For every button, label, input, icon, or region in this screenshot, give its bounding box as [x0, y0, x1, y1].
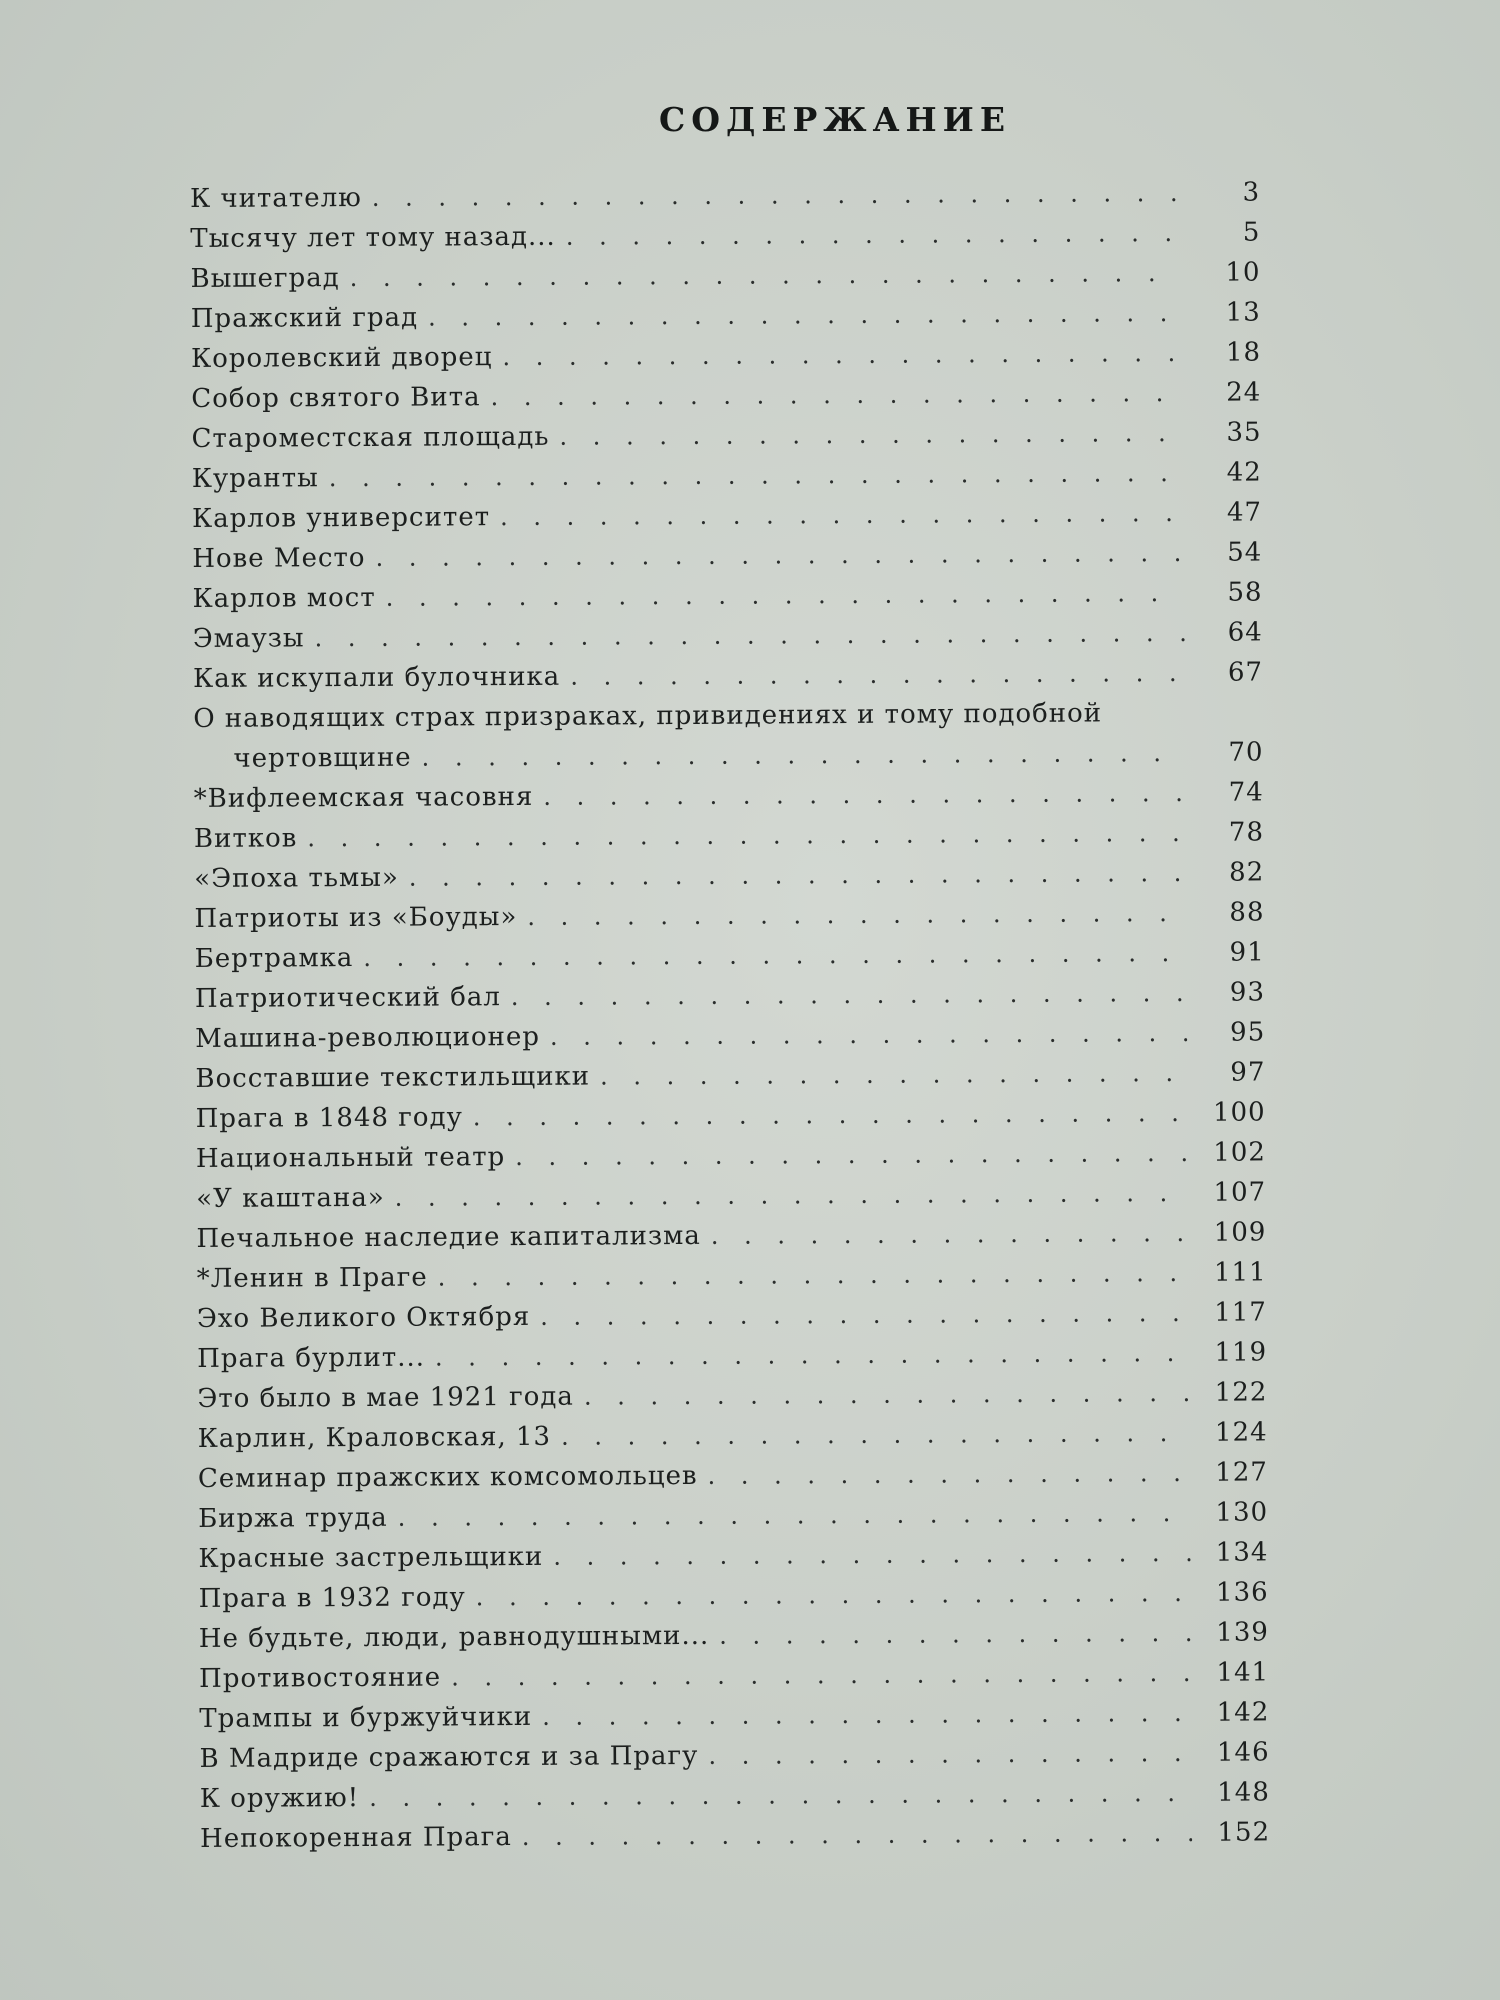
toc-leader-dots	[422, 739, 1186, 772]
toc-entry	[198, 1457, 1268, 1504]
toc-entry	[198, 1497, 1268, 1544]
toc-entry-title: Прага бурлит...	[197, 1342, 426, 1374]
toc-leader-dots	[584, 1379, 1190, 1411]
toc-page-number: 70	[1228, 737, 1264, 768]
toc-entry-title: Печальное наследие капитализма	[196, 1220, 701, 1254]
toc-leader-dots	[543, 779, 1186, 811]
toc-entry	[196, 1177, 1266, 1224]
toc-leader-dots	[473, 1099, 1188, 1131]
toc-leader-dots	[438, 1259, 1189, 1292]
toc-entry-title: Собор святого Вита	[191, 382, 481, 414]
toc-entry	[190, 257, 1260, 304]
toc-entry-title: Прага в 1848 году	[195, 1102, 463, 1134]
toc-leader-dots	[550, 1019, 1187, 1051]
toc-entry-title: Прага в 1932 году	[198, 1582, 466, 1614]
toc-entry-title: *Ленин в Праге	[196, 1262, 428, 1294]
toc-leader-dots	[527, 899, 1186, 931]
toc-entry	[196, 1097, 1266, 1144]
toc-leader-dots	[375, 539, 1184, 572]
toc-page-number: 136	[1215, 1577, 1269, 1608]
toc-entry-title: Трампы и буржуйчики	[199, 1701, 533, 1734]
toc-entry	[198, 1417, 1268, 1464]
toc-page-number: 100	[1212, 1097, 1266, 1128]
toc-page-number: 134	[1215, 1537, 1269, 1568]
toc-leader-dots	[435, 1339, 1189, 1372]
toc-page-number: 142	[1216, 1697, 1270, 1728]
toc-entry	[190, 217, 1260, 264]
toc-entry-title: «Эпоха тьмы»	[194, 862, 399, 894]
toc-leader-dots	[369, 1779, 1192, 1812]
toc-page-number: 124	[1214, 1417, 1268, 1448]
toc-page-number: 146	[1216, 1737, 1270, 1768]
toc-page-number: 74	[1228, 777, 1264, 808]
toc-entry-title: Машина-революционер	[195, 1021, 541, 1054]
toc-entry	[199, 1577, 1269, 1624]
toc-entry	[200, 1737, 1270, 1784]
toc-page-number: 117	[1214, 1297, 1268, 1328]
toc-page-number: 102	[1213, 1137, 1267, 1168]
toc-entry	[198, 1537, 1268, 1584]
toc-entry-title: К оружию!	[199, 1782, 360, 1814]
toc-page-number: 139	[1216, 1617, 1269, 1648]
toc-entry	[195, 1017, 1265, 1064]
toc-leader-dots	[719, 1619, 1191, 1650]
toc-page-number: 109	[1213, 1217, 1267, 1248]
toc-entry	[195, 937, 1265, 984]
toc-entry-title: Эхо Великого Октября	[196, 1301, 531, 1334]
toc-leader-dots	[314, 619, 1184, 652]
toc-leader-dots	[490, 379, 1183, 411]
toc-page-number: 67	[1227, 657, 1264, 688]
toc-leader-dots	[600, 1059, 1188, 1091]
toc-entry-title: Это было в мае 1921 года	[197, 1381, 574, 1414]
toc-entry	[191, 417, 1261, 464]
toc-leader-dots	[398, 1499, 1191, 1532]
toc-entry-title: Семинар пражских комсомольцев	[197, 1460, 698, 1494]
toc-entry	[196, 1137, 1266, 1184]
toc-entry	[195, 977, 1265, 1024]
toc-entry	[192, 537, 1262, 584]
toc-leader-dots	[395, 1179, 1189, 1212]
toc-entry-title: Красные застрельщики	[198, 1541, 544, 1574]
toc-entry	[195, 1057, 1265, 1104]
toc-leader-dots	[515, 1139, 1188, 1171]
toc-leader-dots	[522, 1819, 1192, 1851]
toc-leader-dots	[566, 219, 1183, 251]
toc-entry-title: О наводящих страх призраках, привидениях и тому подобной	[193, 698, 1103, 734]
toc-entry-title: Тысячу лет тому назад...	[190, 221, 556, 254]
toc-entry-title: Карлов мост	[192, 582, 376, 614]
toc-entry-title: Бертрамка	[194, 943, 354, 974]
toc-entry	[194, 777, 1264, 824]
toc-page-number: 47	[1226, 497, 1263, 528]
toc-page-number: 91	[1229, 937, 1265, 968]
toc-entry-title: Как искупали булочника	[192, 661, 561, 694]
toc-page-number: 54	[1227, 537, 1263, 568]
toc-page-number: 78	[1228, 817, 1265, 848]
toc-entry	[196, 1217, 1266, 1264]
toc-leader-dots	[502, 339, 1183, 371]
toc-entry-title: Вышеград	[190, 263, 340, 294]
toc-entry	[192, 457, 1262, 504]
toc-entry-title: Патриоты из «Боуды»	[194, 902, 518, 934]
toc-entry-title: *Вифлеемская часовня	[193, 781, 534, 814]
toc-entry-title: «У каштана»	[196, 1182, 385, 1214]
toc-entry-title: Карлин, Краловская, 13	[197, 1421, 552, 1454]
toc-entry-title: Национальный театр	[195, 1142, 506, 1174]
toc-leader-dots	[500, 499, 1184, 531]
toc-entry-title: Эмаузы	[192, 623, 305, 654]
toc-page-number: 88	[1229, 897, 1265, 928]
toc-page-number: 24	[1226, 377, 1262, 408]
toc-leader-dots	[386, 579, 1185, 612]
toc-entry	[194, 897, 1264, 944]
toc-page-number: 152	[1217, 1817, 1271, 1848]
toc-entry-title: Нове Место	[192, 542, 366, 574]
toc-entry	[194, 817, 1264, 864]
toc-page-number: 119	[1214, 1337, 1268, 1368]
toc-entry	[200, 1817, 1270, 1864]
toc-page-number: 148	[1217, 1777, 1270, 1808]
toc-leader-dots	[451, 1659, 1191, 1692]
toc-entry	[190, 177, 1260, 224]
toc-entry	[192, 497, 1262, 544]
toc-entry	[199, 1697, 1269, 1744]
toc-leader-dots	[707, 1459, 1189, 1490]
toc-leader-dots	[511, 979, 1187, 1011]
toc-entry-title: Патриотический бал	[194, 982, 501, 1014]
toc-entry	[191, 377, 1261, 424]
toc-entry	[193, 697, 1263, 744]
toc-page-number: 93	[1229, 977, 1266, 1008]
toc-entry	[191, 337, 1261, 384]
toc-entry-title: Не будьте, люди, равнодушными...	[198, 1620, 710, 1654]
toc-entry-title: Карлов университет	[191, 502, 491, 534]
toc-entry-title-continued: чертовщине	[233, 742, 412, 774]
toc-leader-dots	[540, 1299, 1189, 1331]
toc-page-number: 42	[1226, 457, 1262, 488]
toc-entry-title: Биржа труда	[198, 1502, 388, 1534]
toc-leader-dots	[559, 419, 1183, 451]
toc-leader-dots	[561, 1419, 1190, 1451]
toc-page-number: 35	[1226, 417, 1262, 448]
toc-leader-dots	[570, 659, 1185, 691]
toc-leader-dots	[428, 299, 1183, 332]
toc-entry	[194, 857, 1264, 904]
toc-entry-title: Восставшие текстильщики	[195, 1061, 591, 1094]
toc-page-number: 127	[1215, 1457, 1268, 1488]
toc-entry-title: Староместская площадь	[191, 421, 550, 454]
page-title: СОДЕРЖАНИЕ	[658, 100, 1011, 140]
toc-entry-title: Пражский град	[190, 302, 419, 334]
toc-entry-title: Непокоренная Прага	[200, 1822, 512, 1854]
table-of-contents	[190, 177, 1270, 1864]
toc-page-number: 130	[1215, 1497, 1269, 1528]
toc-entry-title: Витков	[193, 823, 298, 854]
toc-leader-dots	[542, 1699, 1191, 1731]
toc-page-number: 107	[1213, 1177, 1267, 1208]
toc-entry-title: Куранты	[191, 463, 319, 494]
toc-page-number: 58	[1227, 577, 1263, 608]
toc-page-number: 82	[1229, 857, 1265, 888]
toc-entry	[199, 1617, 1269, 1664]
toc-entry-continuation	[193, 737, 1263, 784]
toc-leader-dots	[363, 939, 1187, 972]
toc-entry-title: Королевский дворец	[190, 342, 493, 374]
toc-leader-dots	[711, 1219, 1189, 1250]
toc-leader-dots	[307, 819, 1186, 852]
toc-page-number: 64	[1227, 617, 1263, 648]
toc-page-number: 122	[1214, 1377, 1268, 1408]
toc-entry	[199, 1657, 1269, 1704]
toc-entry	[193, 657, 1263, 704]
toc-leader-dots	[553, 1539, 1190, 1571]
toc-leader-dots	[372, 179, 1182, 212]
toc-entry-title: К читателю	[190, 182, 362, 214]
toc-entry	[192, 577, 1262, 624]
toc-leader-dots	[329, 459, 1184, 492]
toc-entry-title: Противостояние	[199, 1662, 442, 1694]
toc-entry	[197, 1257, 1267, 1304]
toc-leader-dots	[350, 259, 1183, 292]
toc-entry	[191, 297, 1261, 344]
toc-page-number: 111	[1213, 1257, 1267, 1288]
toc-page-number: 95	[1230, 1017, 1266, 1048]
toc-entry	[200, 1777, 1270, 1824]
toc-leader-dots	[708, 1739, 1191, 1770]
toc-entry	[197, 1377, 1267, 1424]
toc-page-number: 141	[1216, 1657, 1270, 1688]
toc-page-number: 3	[1242, 177, 1261, 208]
toc-entry	[193, 617, 1263, 664]
toc-page-number: 97	[1230, 1057, 1266, 1088]
toc-leader-dots	[476, 1579, 1191, 1611]
toc-entry	[197, 1337, 1267, 1384]
toc-page-number: 13	[1225, 297, 1261, 328]
toc-entry-title: В Мадриде сражаются и за Прагу	[199, 1740, 699, 1774]
toc-page-number: 18	[1225, 337, 1262, 368]
toc-page-number: 10	[1225, 257, 1261, 288]
toc-leader-dots	[409, 859, 1187, 892]
toc-entry	[197, 1297, 1267, 1344]
toc-page-number: 5	[1242, 217, 1261, 248]
